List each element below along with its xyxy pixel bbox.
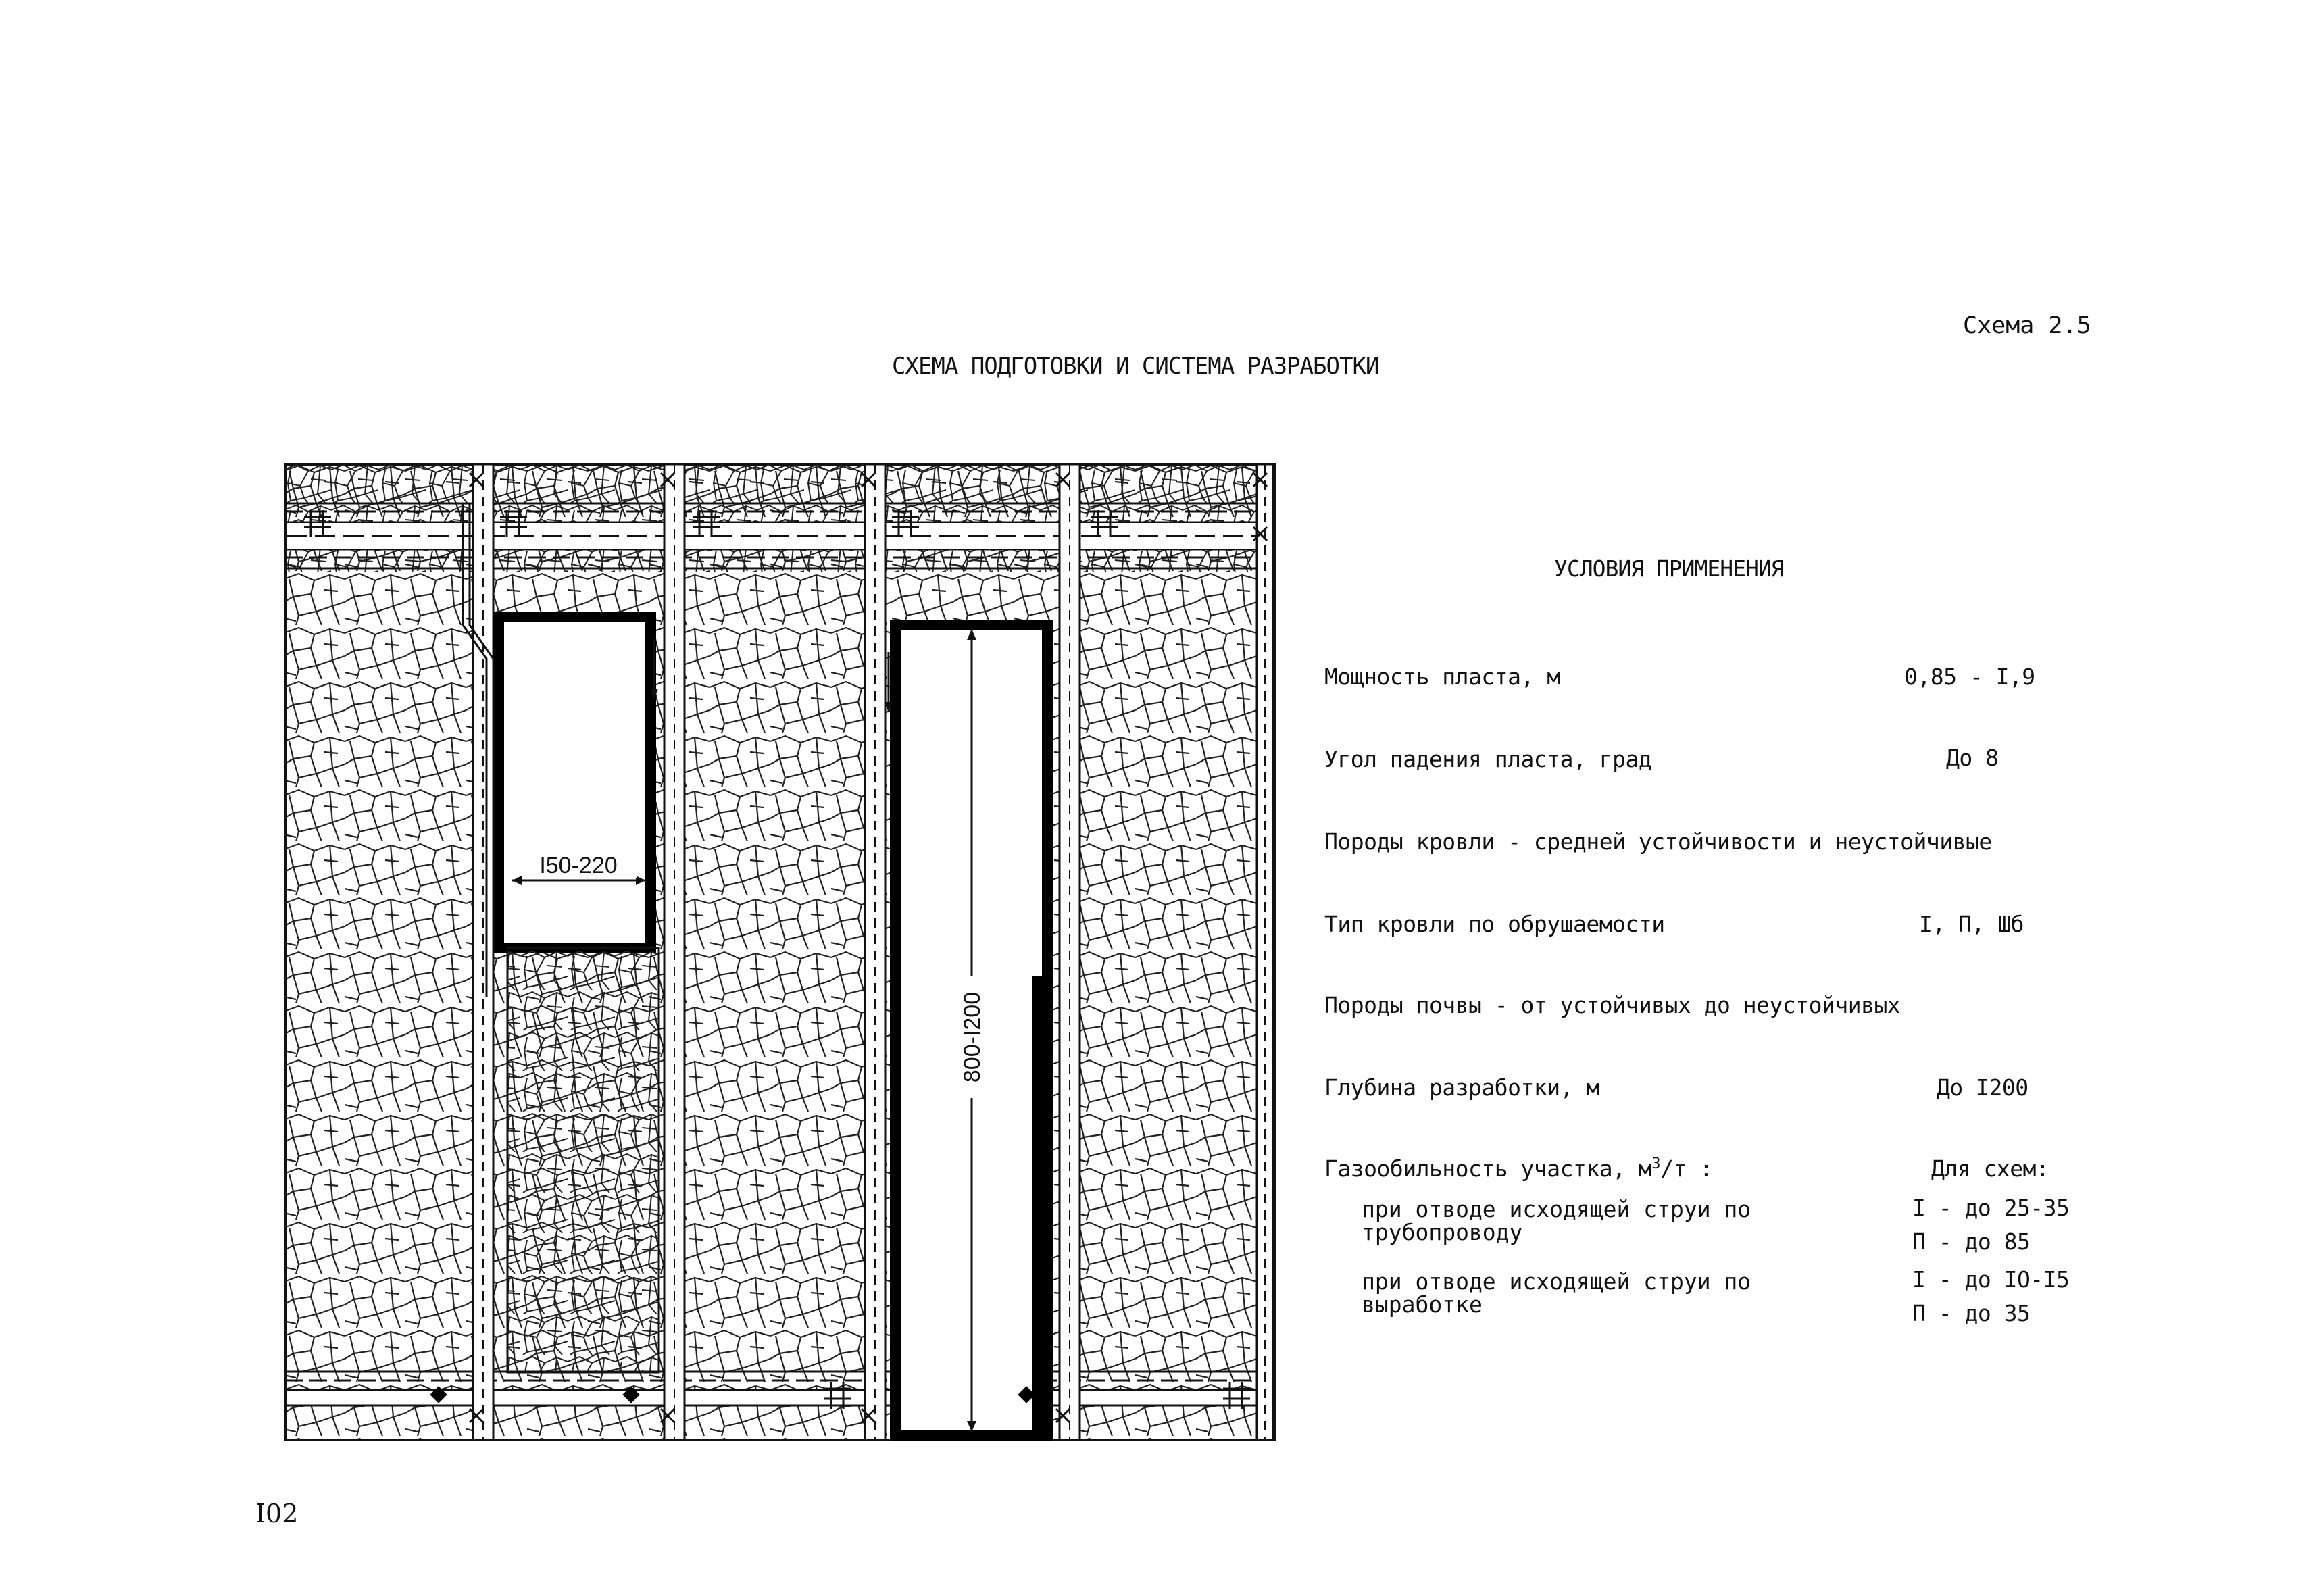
gas-case2-label: при отводе исходящей струи по выработке (1362, 1268, 1751, 1318)
gas-case2-value1: I - до IO-I5 (1912, 1266, 2070, 1293)
gas-case1-label: при отводе исходящей струи по трубопроводу (1362, 1196, 1751, 1245)
rock-mass (285, 464, 1274, 1440)
depth-value: До I200 (1937, 1074, 2028, 1101)
roof-type-label: Тип кровли по обрушаемости (1324, 911, 1665, 937)
mining-scheme-drawing (284, 463, 1277, 1443)
seam-thickness-value: 0,85 - I,9 (1904, 664, 2035, 690)
page-title: СХЕМА ПОДГОТОВКИ И СИСТЕМА РАЗРАБОТКИ (892, 353, 1379, 380)
gas-case1-value2: П - до 85 (1912, 1228, 2031, 1255)
panel-width-dimension: I50-220 (539, 853, 618, 878)
roof-rocks-label: Породы кровли - средней устойчивости и неустойчивые (1324, 828, 1992, 855)
page-number: I02 (255, 1499, 299, 1528)
panel-2 (885, 625, 1047, 1436)
gas-case1-value1: I - до 25-35 (1912, 1195, 2070, 1221)
panel-length-dimension: 800-I200 (960, 991, 985, 1083)
panel-1 (499, 617, 659, 1372)
floor-rocks-label: Породы почвы - от устойчивых до неустойчивых (1324, 992, 1901, 1018)
gas-schemes-label: Для схем: (1931, 1155, 2049, 1182)
upper-belt-rock (285, 464, 1274, 572)
gas-label: Газообильность участка, $м^3/т$ : (1324, 1155, 1713, 1182)
dip-angle-value: До 8 (1946, 745, 1999, 771)
dip-angle-label: Угол падения пласта, град (1324, 746, 1652, 772)
gas-case2-value2: П - до 35 (1912, 1300, 2031, 1326)
scheme-number: Схема 2.5 (1963, 312, 2091, 339)
seam-thickness-label: Мощность пласта, м (1324, 664, 1560, 690)
depth-label: Глубина разработки, м (1324, 1074, 1599, 1101)
roof-type-value: I, П, Шб (1919, 911, 2024, 937)
conditions-title: УСЛОВИЯ ПРИМЕНЕНИЯ (1554, 555, 1784, 582)
